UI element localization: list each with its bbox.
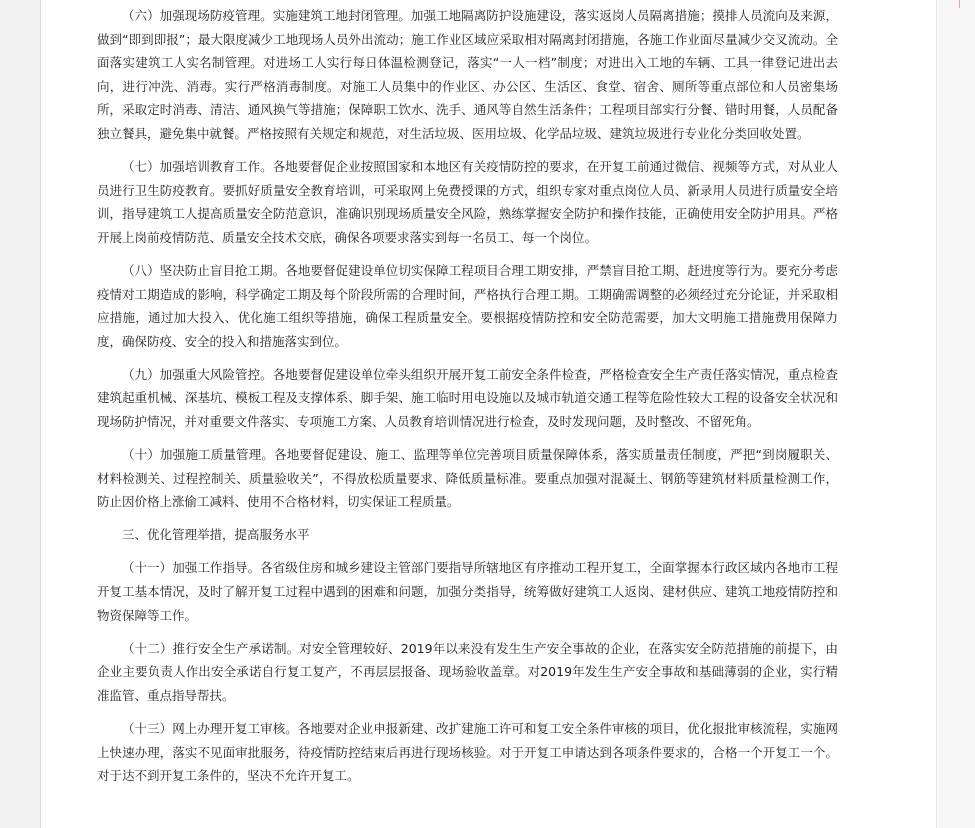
paragraph-9-major-risk-control: （九）加强重大风险管控。各地要督促建设单位牵头组织开展开复工前安全条件检查，严格检查安全生产责任落实情况，重点检查建筑起重机械、深基坑、模板工程及支撑体系、脚手架、施工临时用电设施以及城市轨道交通工程等危险性较大工程的设备安全状况和现场防护情况，并对重要文件落实、专项施工方案、人员教育培训情况进行检查，及时发现问题，及时整改、不留死角。	[97, 366, 838, 429]
paragraph-11-work-guidance: （十一）加强工作指导。各省级住房和城乡建设主管部门要指导所辖地区有序推动工程开复工，全面掌握本行政区域内各地市工程开复工基本情况，及时了解开复工过程中遇到的困难和问题，加强分类指导，统筹做好建筑工人返岗、建材供应、建筑工地疫情防控和物资保障等工作。	[97, 560, 838, 623]
document-body	[97, 4, 838, 797]
side-panel-strip	[936, 0, 975, 828]
paragraph-13-online-review: （十三）网上办理开复工审核。各地要对企业申报新建、改扩建施工许可和复工安全条件审核的项目，优化报批审核流程，实施网上快速办理，落实不见面审批服务，待疫情防控结束后再进行现场核验。对于开复工申请达到各项条件要求的，合格一个开复工一个。对于达不到开复工条件的，坚决不允许开复工。	[97, 721, 838, 784]
paragraph-10-construction-quality: （十）加强施工质量管理。各地要督促建设、施工、监理等单位完善项目质量保障体系，落实质量责任制度，严把“到岗履职关、材料检测关、过程控制关、质量验收关”，不得放松质量要求、降低质量标准。要重点加强对混凝土、钢筋等建筑材料质量检测工作，防止因价格上涨偷工减料、使用不合格材料，切实保证工程质量。	[97, 447, 838, 510]
section-heading-3: 三、优化管理举措，提高服务水平	[122, 527, 310, 543]
paragraph-12-safety-commitment: （十二）推行安全生产承诺制。对安全管理较好、2019年以来没有发生生产安全事故的企业，在落实安全防范措施的前提下，由企业主要负责人作出安全承诺自行复工复产，不再层层报备、现场验收盖章。对2019年发生生产安全事故和基础薄弱的企业，实行精准监管、重点指导帮扶。	[97, 640, 838, 703]
strip-marker	[959, 0, 960, 8]
paragraph-8-prevent-rushing-schedule: （八）坚决防止盲目抢工期。各地要督促建设单位切实保障工程项目合理工期安排，严禁盲目抢工期、赶进度等行为。要充分考虑疫情对工期造成的影响，科学确定工期及每个阶段所需的合理时间，严格执行合理工期。工期确需调整的必须经过充分论证，并采取相应措施，通过加大投入、优化施工组织等措施，确保工程质量安全。要根据疫情防控和安全防范需要，加大文明施工措施费用保障力度，确保防疫、安全的投入和措施落实到位。	[97, 262, 838, 349]
paragraph-6-site-epidemic-management: （六）加强现场防疫管理。实施建筑工地封闭管理。加强工地隔离防护设施建设，落实返岗人员隔离措施；摸排人员流向及来源，做到“即到即报”；最大限度减少工地现场人员外出流动；施工作业区域应采取相对隔离封闭措施，各施工作业面尽量减少交叉流动。全面落实建筑工人实名制管理。对进场工人实行每日体温检测登记，落实“一人一档”制度；对进出入工地的车辆、工具一律登记进出去向，进行冲洗、消毒。实行严格消毒制度。对施工人员集中的作业区、办公区、生活区、食堂、宿舍、厕所等重点部位和人员密集场所，采取定时消毒、清洁、通风换气等措施；保障职工饮水、洗手、通风等自然生活条件；工程项目部实行分餐、错时用餐，人员配备独立餐具，避免集中就餐。严格按照有关规定和规范，对生活垃圾、医用垃圾、化学品垃圾、建筑垃圾进行专业化分类回收处置。	[97, 8, 838, 141]
paragraph-7-training-education: （七）加强培训教育工作。各地要督促企业按照国家和本地区有关疫情防控的要求，在开复工前通过微信、视频等方式，对从业人员进行卫生防疫教育。要抓好质量安全教育培训，可采取网上免费授课的方式，组织专家对重点岗位人员、新录用人员进行质量安全培训，指导建筑工人提高质量安全防范意识，准确识别现场质量安全风险，熟练掌握安全防护和操作技能，正确使用安全防护用具。严格开展上岗前疫情防范、质量安全技术交底，确保各项要求落实到每一名员工、每一个岗位。	[97, 159, 838, 245]
